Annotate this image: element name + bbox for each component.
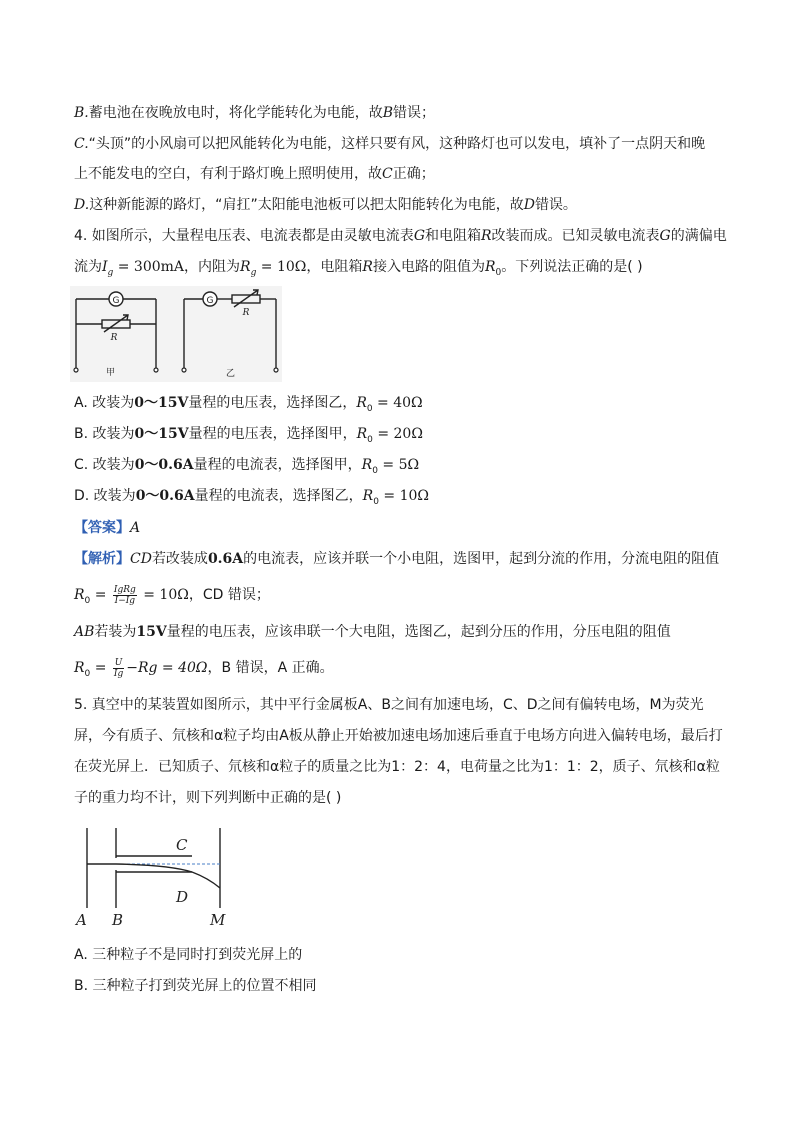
figure-background <box>70 286 282 382</box>
label-m: M <box>210 911 226 929</box>
label-a: A <box>76 911 87 929</box>
q5-stem-line3: 在荧光屏上．已知质子、氘核和α粒子的质量之比为1：2：4，电荷量之比为1：1：2，质子、氘核和α粒 <box>74 759 720 775</box>
resistor-label: R <box>110 333 118 343</box>
q5-stem-line2: 屏，今有质子、氘核和α粒子均由A板从静止开始被加速电场加速后垂直于电场方向进入偏转电场，最后打 <box>74 728 723 744</box>
q4-option-d: D. 改装为0～0.6A量程的电流表，选择图乙，$R_0 = 10\Omega$ <box>74 488 429 507</box>
para-c-line2: 上不能发电的空白，有利于路灯晚上照明使用，故C正确； <box>74 166 435 182</box>
q4-option-a: A. 改装为0～15V量程的电压表，选择图乙，$R_0 = 40\Omega$ <box>74 395 423 414</box>
galvanometer-label: G <box>206 296 214 306</box>
galvanometer-label: G <box>112 296 120 306</box>
terminal-icon <box>74 368 78 372</box>
q4-analysis-formula1: $R_0$ = $\frac{\text{IgRg}}{I-Ig}$ = 10Ω，CD 错误； <box>74 584 270 606</box>
figure-label-yi: 乙 <box>226 369 236 379</box>
q4-analysis-line3: AB若装为15V量程的电压表，应该串联一个大电阻，选图乙，起到分压的作用，分压电阻的阻值 <box>74 624 671 640</box>
terminal-icon <box>274 368 278 372</box>
q4-analysis-line1: 【解析】CD若改装成0.6A的电流表，应该并联一个小电阻，选图甲，起到分流的作用，分流电阻的阻值 <box>74 551 720 567</box>
q4-circuit-figures <box>70 286 282 382</box>
label-d: D <box>176 888 189 906</box>
q4-analysis-formula2: $R_0$ = $\frac{U}{Ig}$ −Rg = 40Ω，B 错误，A 正确。 <box>74 657 334 679</box>
q4-option-b: B. 改装为0～15V量程的电压表，选择图甲，$R_0 = 20\Omega$ <box>74 426 423 445</box>
particle-trajectory <box>87 864 220 888</box>
q5-option-a: A. 三种粒子不是同时打到荧光屏上的 <box>74 947 303 963</box>
para-d: D.这种新能源的路灯，“肩扛”太阳能电池板可以把太阳能转化为电能，故D错误。 <box>74 197 577 213</box>
label-b: B <box>112 911 124 929</box>
resistor-label: R <box>242 308 250 318</box>
q5-stem-line1: 5. 真空中的某装置如图所示，其中平行金属板A、B之间有加速电场，C、D之间有偏转电场，M为荧光 <box>74 697 704 713</box>
terminal-icon <box>182 368 186 372</box>
q5-apparatus-figure <box>70 822 240 932</box>
para-c-line1: C.“头顶”的小风扇可以把风能转化为电能，这样只要有风，这种路灯也可以发电，填补了一点阴天和晚 <box>74 136 706 152</box>
para-b: B.蓄电池在夜晚放电时，将化学能转化为电能，故B错误； <box>74 105 436 121</box>
q5-option-b: B. 三种粒子打到荧光屏上的位置不相同 <box>74 978 317 994</box>
q5-stem-line4: 子的重力均不计，则下列判断中正确的是( ) <box>74 790 342 806</box>
q4-stem-line2: 流为$I_g = 300mA$，内阻为$R_g = 10\Omega$，电阻箱R接入电路的阻值为$R_0$。下列说法正确的是( ) <box>74 259 643 278</box>
q4-answer: 【答案】A <box>74 520 141 536</box>
figure-label-jia: 甲 <box>106 368 116 378</box>
fraction: $\frac{\text{IgRg}}{I-Ig}$ <box>113 584 136 606</box>
fraction: $\frac{U}{Ig}$ <box>113 657 124 679</box>
terminal-icon <box>154 368 158 372</box>
q4-option-c: C. 改装为0～0.6A量程的电流表，选择图甲，$R_0 = 5\Omega$ <box>74 457 420 476</box>
label-c: C <box>176 836 188 854</box>
q4-stem-line1: 4. 如图所示，大量程电压表、电流表都是由灵敏电流表G和电阻箱R改装而成。已知灵敏电流表G的满偏电 <box>74 228 727 244</box>
